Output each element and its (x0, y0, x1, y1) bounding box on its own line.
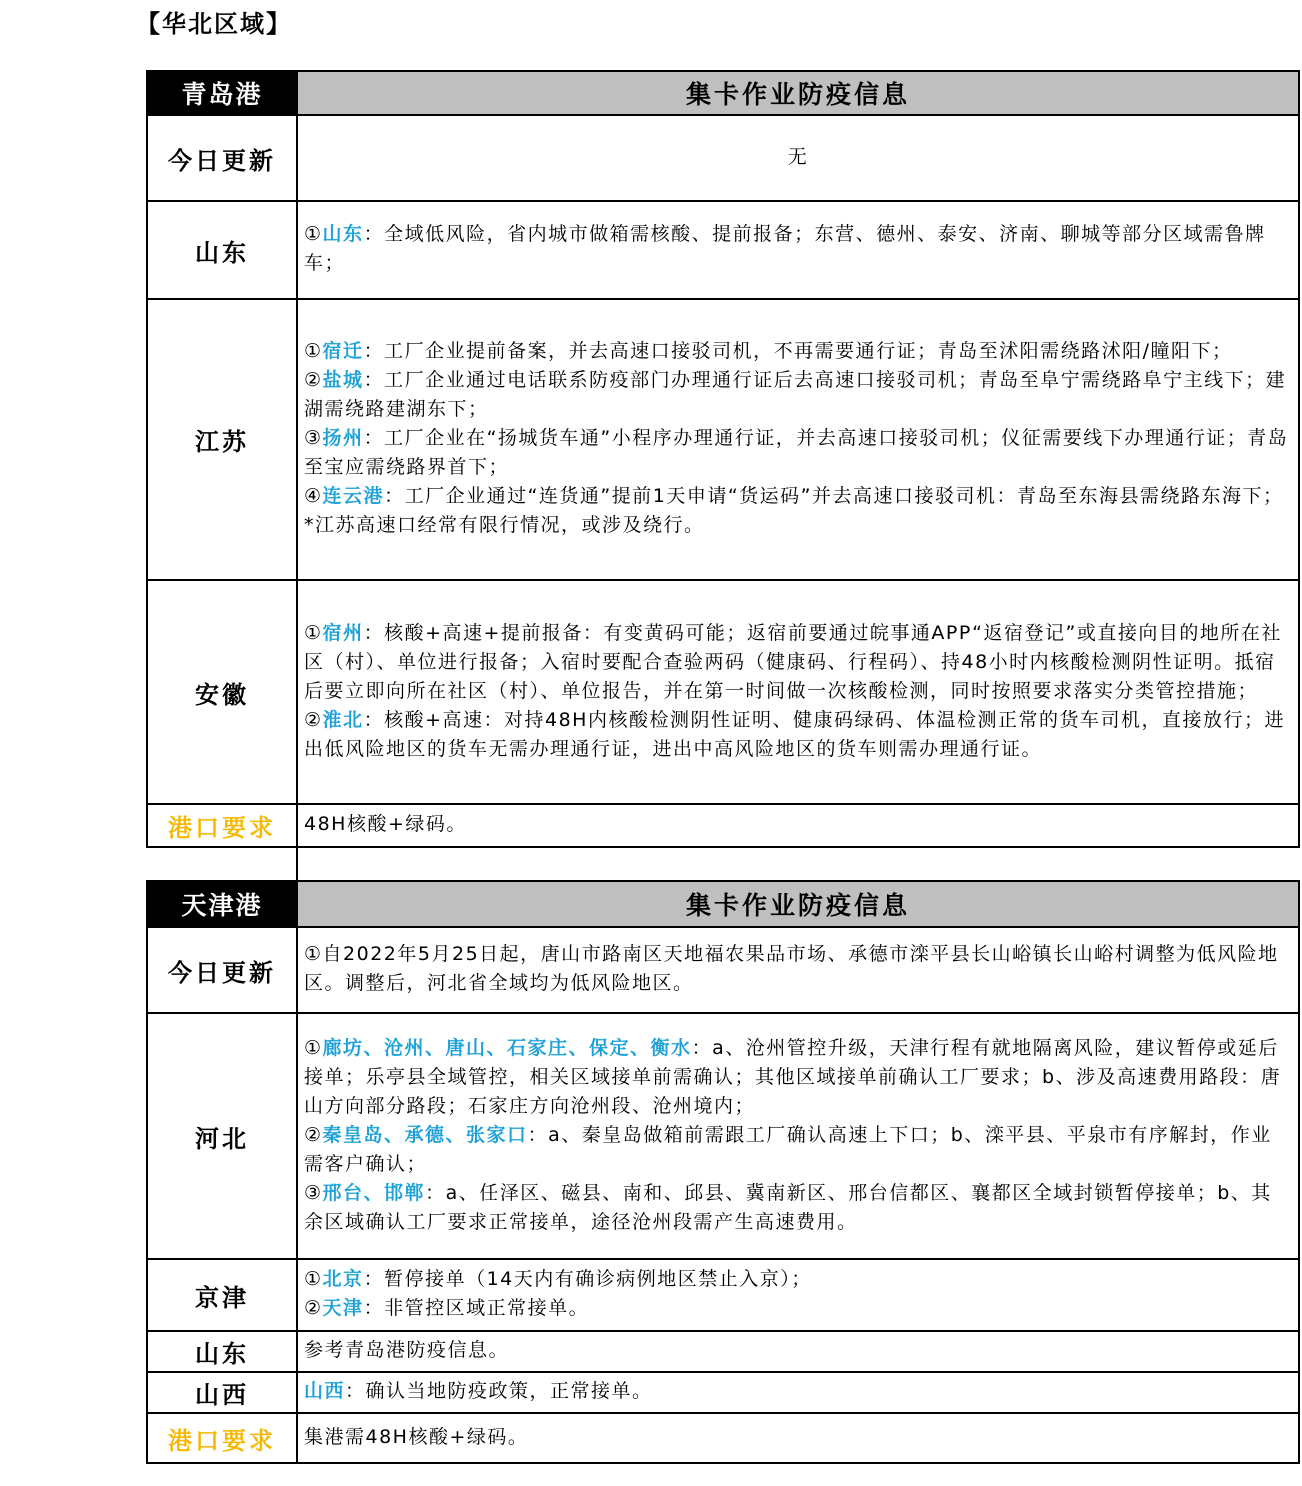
row-label-today-update: 今日更新 (147, 115, 297, 201)
row-label-shanxi: 山西 (147, 1372, 297, 1413)
row-label-jingjin: 京津 (147, 1259, 297, 1331)
port-requirement-text: 集港需48H核酸+绿码。 (297, 1413, 1299, 1463)
port-name: 天津港 (147, 881, 297, 927)
policy-note: *江苏高速口经常有限行情况，或涉及绕行。 (304, 514, 705, 536)
hebei-content (297, 1013, 1299, 1259)
today-update-content (297, 927, 1299, 1013)
policy-line: 山西：确认当地防疫政策，正常接单。 (304, 1380, 653, 1402)
row-label-jiangsu: 江苏 (147, 299, 297, 580)
row-label-port-requirement: 港口要求 (147, 1413, 297, 1463)
policy-line: ①廊坊、沧州、唐山、石家庄、保定、衡水：a、沧州管控升级，天津行程有就地隔离风险，建议暂停或延后接单；乐亭县全域管控，相关区域接单前需确认；其他区域接单前确认工厂要求；b、涉及高速费用路段：唐山方向部分路段；石家庄方向沧州段、沧州境内； (304, 1036, 1282, 1117)
today-update-text: 无 (297, 115, 1299, 201)
policy-line: ③邢台、邯郸：a、任泽区、磁县、南和、邱县、冀南新区、邢台信都区、襄都区全域封锁暂停接单；b、其余区域确认工厂要求正常接单，途径沧州段需产生高速费用。 (304, 1181, 1272, 1233)
shandong-text: 参考青岛港防疫信息。 (297, 1331, 1299, 1372)
table-header: 集卡作业防疫信息 (297, 71, 1299, 115)
policy-line: ②秦皇岛、承德、张家口：a、秦皇岛做箱前需跟工厂确认高速上下口；b、滦平县、平泉市有序解封，作业需客户确认； (304, 1123, 1272, 1175)
jiangsu-content (297, 299, 1299, 580)
policy-line: ①宿迁：工厂企业提前备案，并去高速口接驳司机，不再需要通行证；青岛至沭阳需绕路沭阳/瞳阳下； (304, 340, 1233, 362)
policy-line: ②盐城：工厂企业通过电话联系防疫部门办理通行证后去高速口接驳司机；青岛至阜宁需绕路阜宁主线下；建湖需绕路建湖东下； (304, 369, 1287, 420)
row-label-port-requirement: 港口要求 (147, 804, 297, 847)
tianjin-table (146, 880, 1300, 1464)
policy-line: ①山东：全域低风险，省内城市做箱需核酸、提前报备；东营、德州、泰安、济南、聊城等部分区域需鲁牌车； (304, 223, 1266, 274)
policy-line: ①宿州：核酸+高速+提前报备：有变黄码可能；返宿前要通过皖事通APP“返宿登记”或直接向目的地所在社区（村）、单位进行报备；入宿时要配合查验两码（健康码、行程码）、持48小时内核酸检测阴性证明。抵宿后要立即向所在社区（村）、单位报告，并在第一时间做一次核酸检测，同时按照要求落实分类管控措施； (304, 621, 1282, 702)
region-title: 【华北区域】 (136, 10, 292, 38)
policy-line: ③扬州：工厂企业在“扬城货车通”小程序办理通行证，并去高速口接驳司机；仪征需要线下办理通行证；青岛至宝应需绕路界首下； (304, 427, 1289, 478)
policy-line: ①北京：暂停接单（14天内有确诊病例地区禁止入京）； (304, 1268, 812, 1290)
policy-line: ①自2022年5月25日起，唐山市路南区天地福农果品市场、承德市滦平县长山峪镇长山峪村调整为低风险地区。调整后，河北省全域均为低风险地区。 (304, 943, 1279, 994)
shandong-content (297, 201, 1299, 299)
row-label-shandong: 山东 (147, 1331, 297, 1372)
table-header: 集卡作业防疫信息 (297, 881, 1299, 927)
qingdao-table (146, 70, 1300, 848)
row-label-anhui: 安徽 (147, 580, 297, 804)
port-requirement-text: 48H核酸+绿码。 (297, 804, 1299, 847)
row-label-today-update: 今日更新 (147, 927, 297, 1013)
port-name: 青岛港 (147, 71, 297, 115)
shanxi-content (297, 1372, 1299, 1413)
policy-line: ②淮北：核酸+高速：对持48H内核酸检测阴性证明、健康码绿码、体温检测正常的货车司机，直接放行；进出低风险地区的货车无需办理通行证，进出中高风险地区的货车则需办理通行证。 (304, 708, 1285, 760)
row-label-shandong: 山东 (147, 201, 297, 299)
row-label-hebei: 河北 (147, 1013, 297, 1259)
divider (296, 846, 298, 880)
jingjin-content (297, 1259, 1299, 1331)
policy-line: ④连云港：工厂企业通过“连货通”提前1天申请“货运码”并去高速口接驳司机：青岛至东海县需绕路东海下； (304, 485, 1284, 507)
anhui-content (297, 580, 1299, 804)
policy-line: ②天津：非管控区域正常接单。 (304, 1297, 590, 1319)
